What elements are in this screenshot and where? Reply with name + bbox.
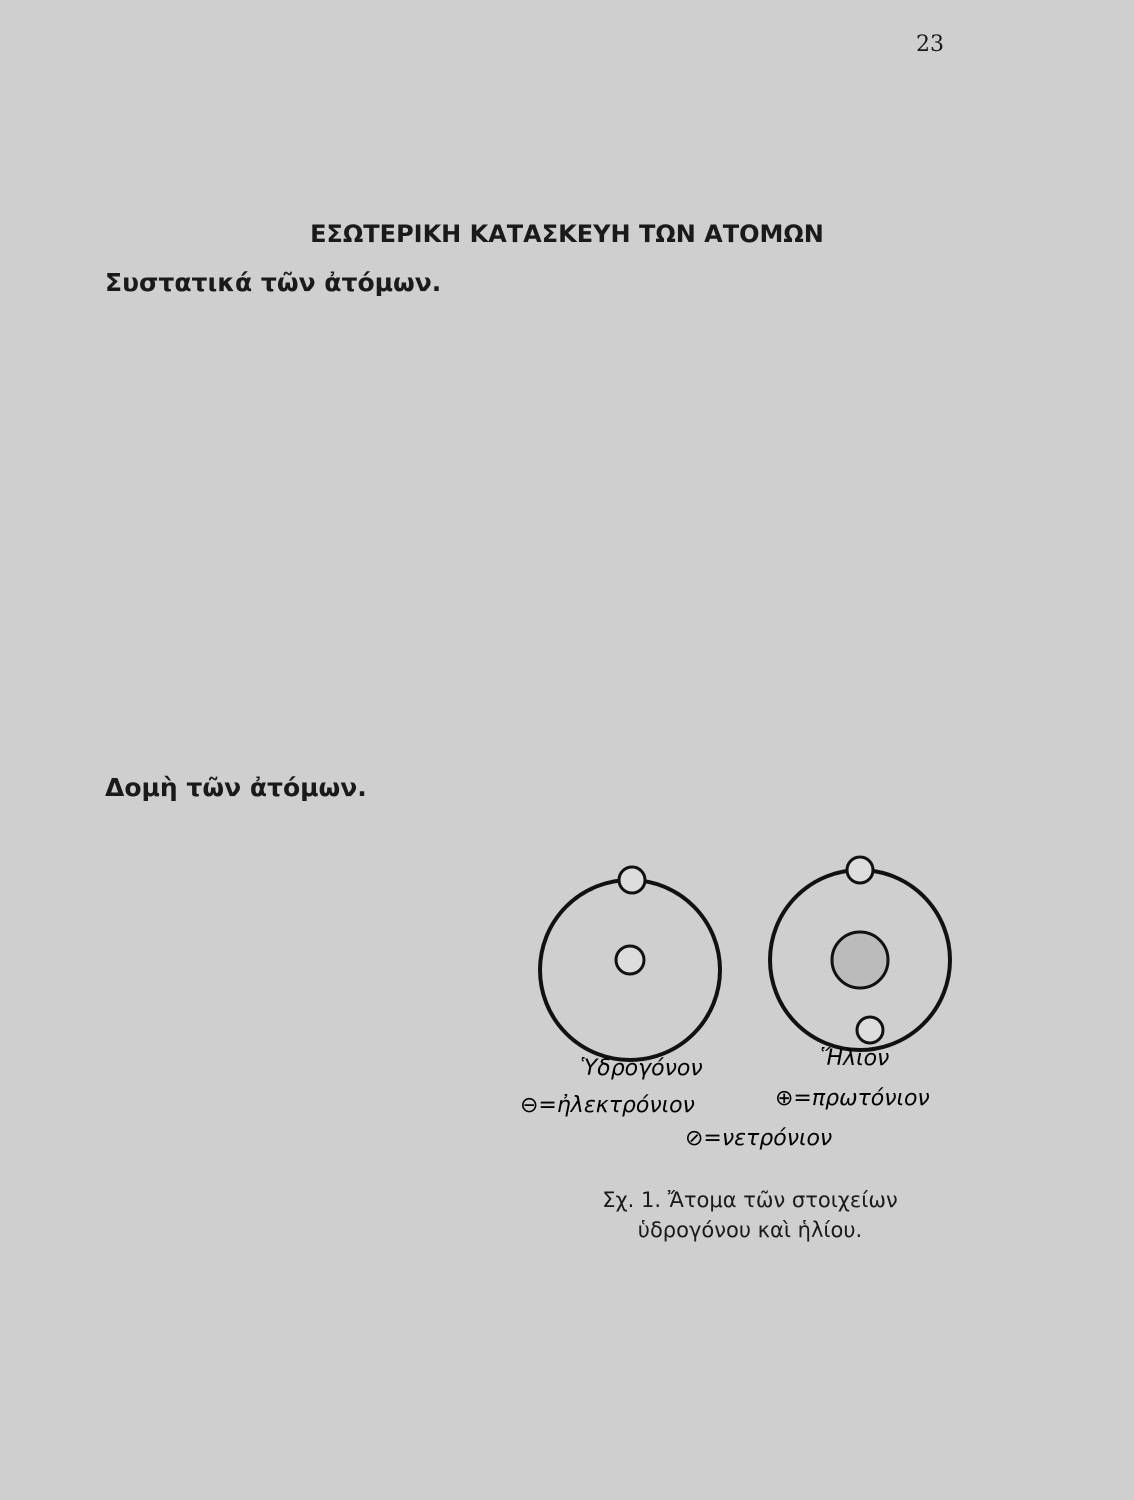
figure-caption xyxy=(560,1185,940,1245)
legend-neutron: ⊘=νετρόνιον xyxy=(685,1126,833,1151)
label-hydrogen: Ὑδρογόνον xyxy=(580,1056,703,1081)
hydrogen-proton-icon xyxy=(616,946,644,974)
section-heading: ΕΣΩΤΕΡΙΚΗ ΚΑΤΑΣΚΕΥΗ ΤΩΝ ΑΤΟΜΩΝ xyxy=(310,220,824,248)
section-atom-structure xyxy=(105,770,965,805)
section1-title: Συστατικά τῶν ἀτόμων. xyxy=(105,268,442,297)
helium-electron-bottom-icon xyxy=(857,1017,883,1043)
legend-proton: ⊕=πρωτόνιον xyxy=(775,1086,930,1111)
helium-nucleus-icon xyxy=(832,932,888,988)
hydrogen-electron-icon xyxy=(619,867,645,893)
section2-title: Δομὴ τῶν ἀτόμων. xyxy=(105,773,367,802)
caption-line-1: Σχ. 1. Ἄτομα τῶν στοιχείων xyxy=(602,1188,898,1212)
section-atom-constituents xyxy=(105,265,965,300)
legend-electron: ⊖=ἠλεκτρόνιον xyxy=(520,1093,695,1118)
helium-electron-top-icon xyxy=(847,857,873,883)
caption-line-2: ὑδρογόνου καὶ ἡλίου. xyxy=(637,1218,863,1242)
label-helium: Ἥλιον xyxy=(820,1046,890,1071)
page-number: 23 xyxy=(916,32,944,57)
